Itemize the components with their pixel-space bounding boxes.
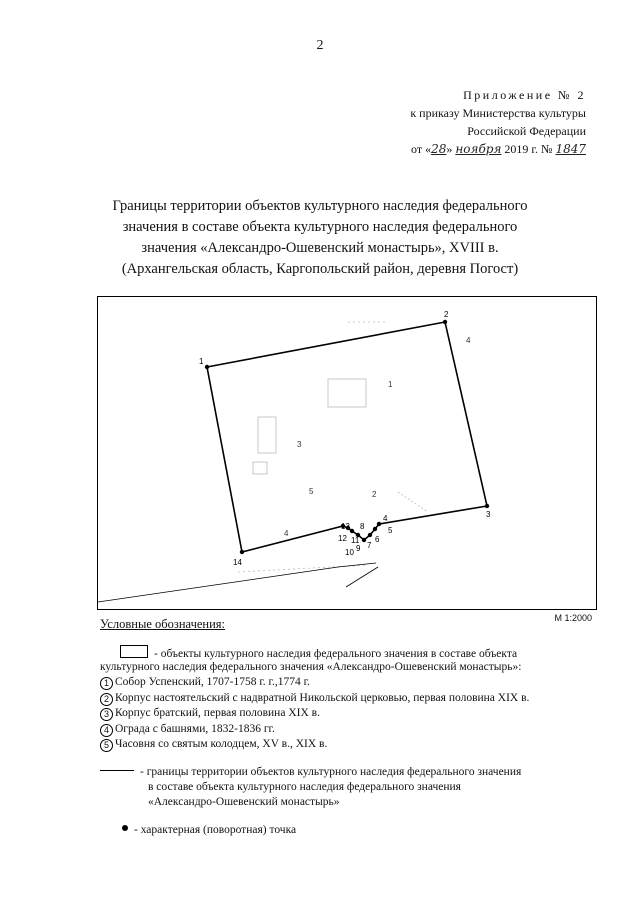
vertex-4 xyxy=(377,522,381,526)
label-object-5: 5 xyxy=(309,487,314,496)
label-point-8: 8 xyxy=(360,522,365,531)
legend-item: 4 Ограда с башнями, 1832-1836 гг. xyxy=(100,722,529,738)
appendix-date-line: от «28» ноября 2019 г. № 1847 xyxy=(411,142,586,156)
legend-item: 1 Собор Успенский, 1707-1758 г. г.,1774 г. xyxy=(100,675,529,691)
legend-point: - характерная (поворотная) точка xyxy=(122,823,296,839)
legend-objects-line2: культурного наследия федерального значения «Александро-Ошевенский монастырь»: xyxy=(100,661,522,673)
appendix-order-ref: к приказу Министерства культуры xyxy=(410,106,586,120)
legend-item: 2 Корпус настоятельский с надвратной Никольской церковью, первая половина XIX в. xyxy=(100,691,529,707)
label-object-1: 1 xyxy=(388,380,393,389)
vertex-1 xyxy=(205,365,209,369)
label-point-9: 9 xyxy=(356,544,361,553)
label-point-7: 7 xyxy=(367,541,372,550)
legend-boundary-line1: - границы территории объектов культурного наследия федерального значения xyxy=(100,765,521,781)
vertex-14 xyxy=(240,550,244,554)
label-point-12: 12 xyxy=(338,534,347,543)
appendix-title: Приложение № 2 xyxy=(463,88,586,102)
handwritten-month: ноября xyxy=(455,142,502,156)
label-object-4b: 4 xyxy=(466,336,471,345)
label-point-2: 2 xyxy=(444,310,449,319)
point-dot-symbol-icon xyxy=(122,825,128,831)
road-lines xyxy=(98,563,378,602)
legend-heading: Условные обозначения: xyxy=(100,617,226,631)
site-map xyxy=(97,296,597,623)
legend-boundary-line2: в составе объекта культурного наследия федерального значения xyxy=(148,781,461,793)
document-title: Границы территории объектов культурного наследия федерального значения в составе объекта культурного наследия федерального значения «Александро-Ошевенский монастырь», XVIII в. (Архангельская область, Каргопольский район, деревня Погост) xyxy=(112,198,528,277)
circled-number-icon: 2 xyxy=(100,693,113,706)
handwritten-number: 1847 xyxy=(555,142,586,156)
legend-object-list xyxy=(100,675,529,753)
label-point-11: 11 xyxy=(351,536,360,545)
map-background-features xyxy=(238,322,428,572)
vertex-6 xyxy=(368,533,372,537)
legend-item: 5 Часовня со святым колодцем, XV в., XIX в. xyxy=(100,737,529,753)
boundary-vertices xyxy=(205,320,489,554)
vertex-9 xyxy=(350,529,354,533)
appendix-block xyxy=(410,86,586,158)
label-point-3: 3 xyxy=(486,510,491,519)
circled-number-icon: 4 xyxy=(100,724,113,737)
legend-boundary-line3: «Александро-Ошевенский монастырь» xyxy=(148,796,340,808)
label-object-4: 4 xyxy=(284,529,289,538)
label-point-10: 10 xyxy=(345,548,354,557)
handwritten-day: 28 xyxy=(431,142,447,156)
boundary-line-symbol-icon xyxy=(100,770,134,771)
territory-boundary xyxy=(207,322,487,552)
map-scale: М 1:2000 xyxy=(554,613,592,623)
label-object-3: 3 xyxy=(297,440,302,449)
map-drawing xyxy=(98,297,596,609)
label-object-2: 2 xyxy=(372,490,377,499)
vertex-7 xyxy=(362,538,366,542)
label-point-6: 6 xyxy=(375,535,380,544)
label-point-4: 4 xyxy=(383,514,388,523)
object-rect-symbol-icon xyxy=(120,645,148,658)
legend-objects-line1: - объекты культурного наследия федерального значения в составе объекта xyxy=(120,645,517,663)
vertex-5 xyxy=(373,527,377,531)
vertex-labels xyxy=(199,310,491,567)
label-point-1: 1 xyxy=(199,357,204,366)
label-point-13: 13 xyxy=(341,522,350,531)
appendix-federation: Российской Федерации xyxy=(467,124,586,138)
circled-number-icon: 1 xyxy=(100,677,113,690)
object-labels xyxy=(284,336,471,538)
vertex-2 xyxy=(443,320,447,324)
page-number: 2 xyxy=(316,38,324,53)
circled-number-icon: 5 xyxy=(100,739,113,752)
circled-number-icon: 3 xyxy=(100,708,113,721)
legend-item: 3 Корпус братский, первая половина XIX в. xyxy=(100,706,529,722)
vertex-3 xyxy=(485,504,489,508)
label-point-5: 5 xyxy=(388,526,393,535)
label-point-14: 14 xyxy=(233,558,242,567)
